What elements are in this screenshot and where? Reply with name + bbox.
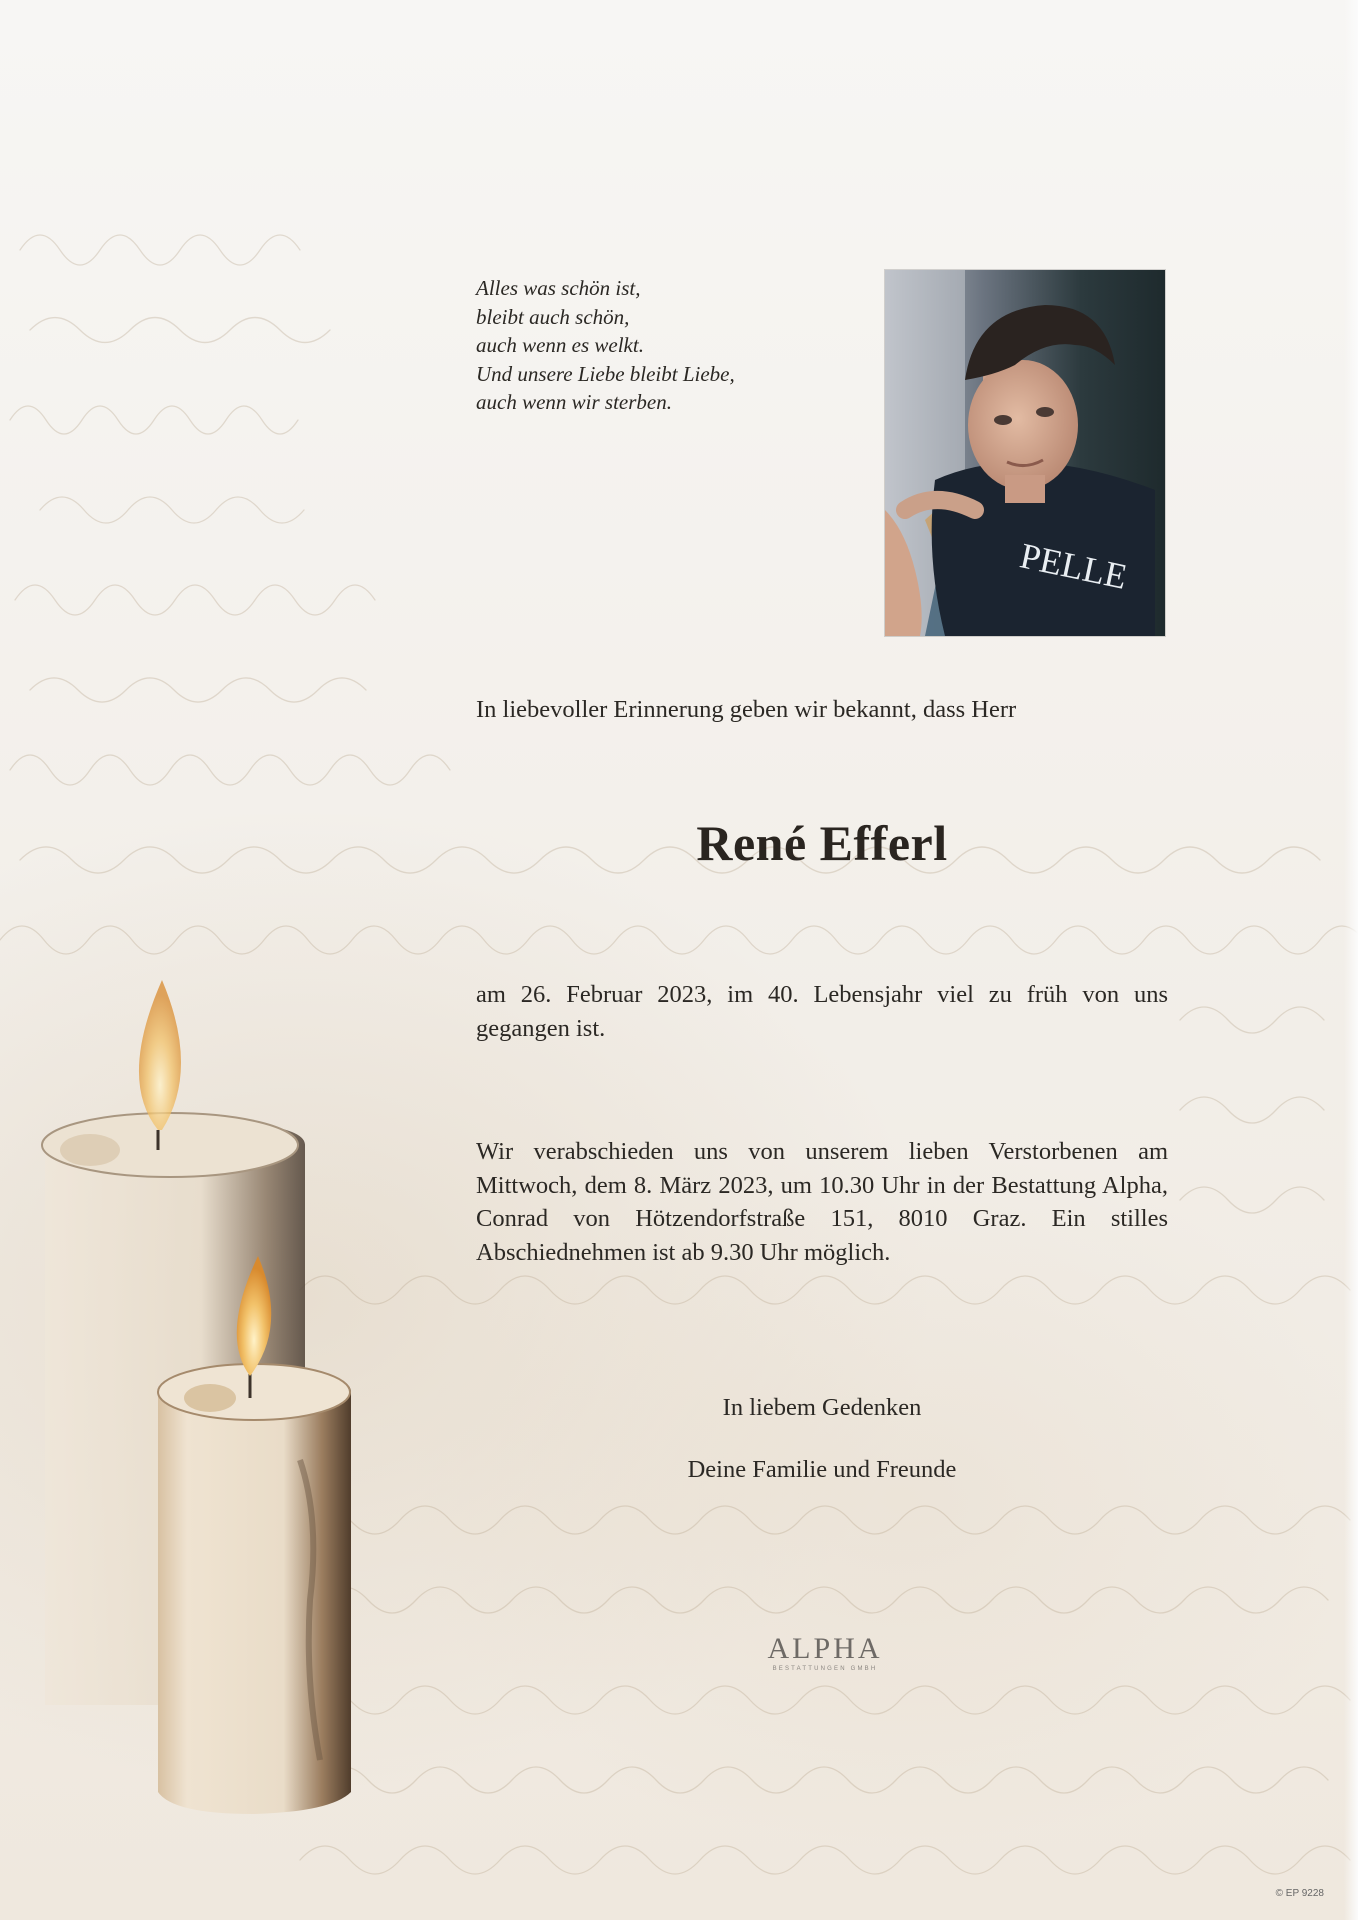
logo-subtitle: BESTATTUNGEN GMBH <box>772 1666 878 1672</box>
logo-name: ALPHA <box>767 1632 883 1665</box>
funeral-home-logo <box>740 1632 910 1672</box>
paper-edge <box>1344 0 1358 1920</box>
intro-text: In liebevoller Erinnerung geben wir bekannt, dass Herr <box>476 696 1017 723</box>
quote-line: bleibt auch schön, <box>476 304 630 329</box>
quote-line: auch wenn es welkt. <box>476 333 644 357</box>
closing-remembrance: In liebem Gedenken <box>722 1394 922 1421</box>
portrait-image <box>885 270 1165 636</box>
poem-quote <box>476 274 836 417</box>
candles-illustration <box>0 980 400 1880</box>
quote-line: auch wenn wir sterben. <box>476 390 672 414</box>
print-code: © EP 9228 <box>1275 1888 1324 1899</box>
deceased-name: René Efferl <box>696 815 948 871</box>
passing-text: am 26. Februar 2023, im 40. Lebensjahr viel zu früh von uns gegangen ist. <box>476 981 1168 1042</box>
shirt-print: PELLE <box>1016 535 1131 597</box>
portrait-photo <box>885 270 1165 636</box>
quote-line: Und unsere Liebe bleibt Liebe, <box>476 361 735 386</box>
closing-signature: Deine Familie und Freunde <box>687 1456 957 1483</box>
farewell-text: Wir verabschieden uns von unserem lieben Verstorbenen am Mittwoch, dem 8. März 2023, um 10.30 Uhr in der Bestattung Alpha, Conrad von Hötzendorfstraße 151, 8010 Graz. Ein stilles Abschiednehmen ist ab 9.30 Uhr möglich. <box>476 1138 1168 1266</box>
quote-line: Alles was schön ist, <box>476 276 641 300</box>
